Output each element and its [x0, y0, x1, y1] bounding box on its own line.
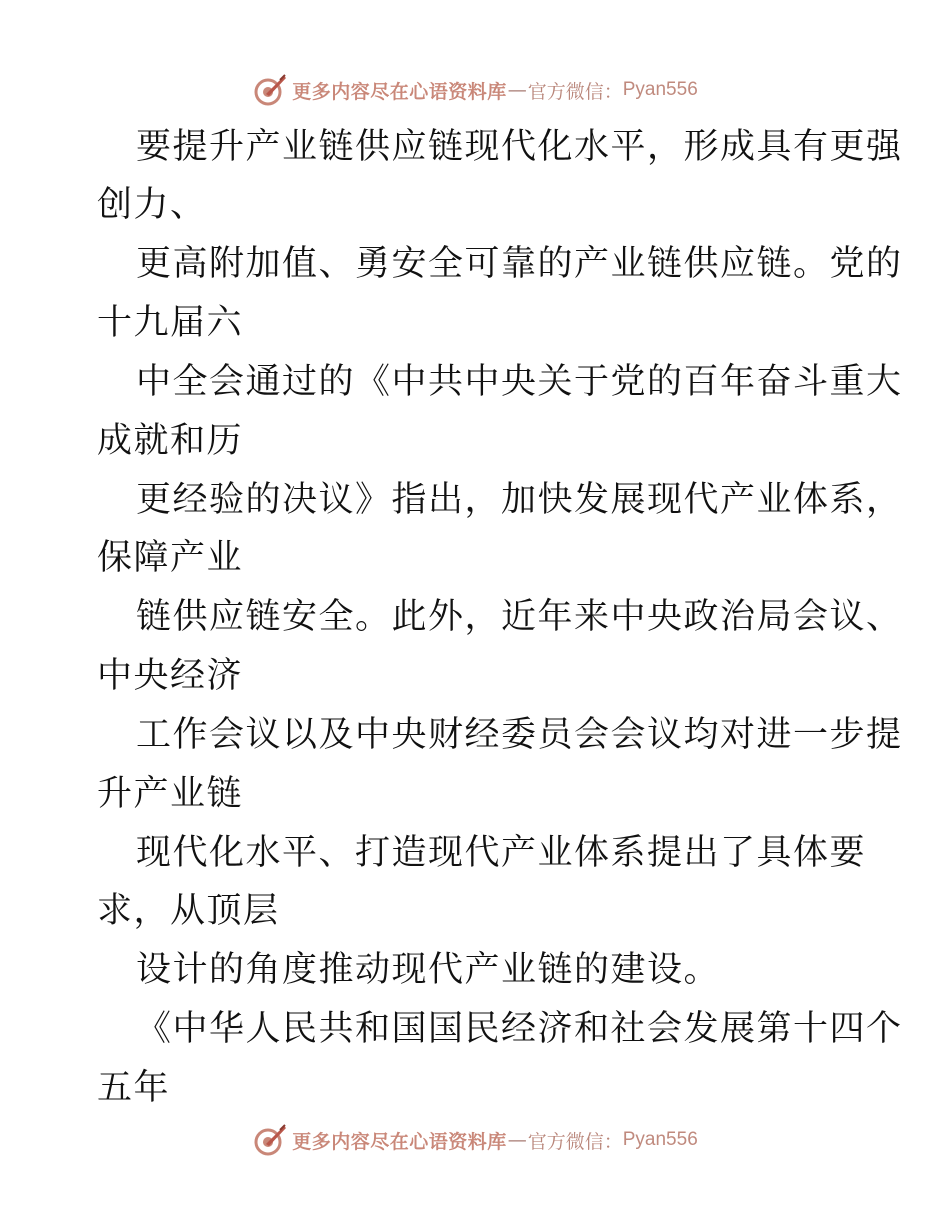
text-line: 中全会通过的《中共中央关于党的百年奋斗重大: [136, 362, 903, 402]
text-line: 链供应链安全。此外，近年来中央政治局会议、: [136, 597, 903, 637]
quill-seal-icon: [252, 1122, 288, 1158]
text-line: 要提升产业链供应链现代化水平，形成具有更强: [136, 127, 903, 167]
text-line: 更高附加值、勇安全可靠的产业链供应链。党的: [136, 244, 903, 284]
text-line: 成就和历: [97, 421, 244, 461]
text-line: 更经验的决议》指出，加快发展现代产业体系，: [136, 480, 903, 520]
header-brand: 更多内容尽在心语资料库: [292, 80, 507, 103]
footer-wechat-id: Pyan556: [622, 1129, 698, 1150]
text-line: 《中华人民共和国国民经济和社会发展第十四个: [136, 1009, 903, 1049]
header-wechat-id: Pyan556: [622, 79, 698, 100]
header-watermark: [0, 70, 950, 110]
header-wechat-label: 官方微信：: [527, 80, 623, 103]
footer-brand: 更多内容尽在心语资料库: [292, 1130, 507, 1153]
text-line: 设计的角度推动现代产业链的建设。: [136, 950, 721, 990]
text-line: 中央经济: [97, 656, 244, 696]
text-line: 保障产业: [97, 538, 244, 578]
text-line: 创力、: [97, 185, 207, 225]
text-line: 升产业链: [97, 774, 244, 814]
footer-wechat-label: 官方微信：: [527, 1130, 623, 1153]
text-line: 求，从顶层: [97, 891, 280, 931]
text-line: 十九届六: [97, 303, 244, 343]
text-line: 五年: [97, 1068, 171, 1108]
header-dash: —: [507, 79, 527, 101]
text-line: 工作会议以及中央财经委员会会议均对进一步提: [136, 715, 903, 755]
text-line: 现代化水平、打造现代产业体系提出了具体要: [136, 833, 867, 873]
footer-watermark: [0, 1120, 950, 1160]
quill-seal-icon: [252, 72, 288, 108]
footer-dash: —: [507, 1129, 527, 1151]
